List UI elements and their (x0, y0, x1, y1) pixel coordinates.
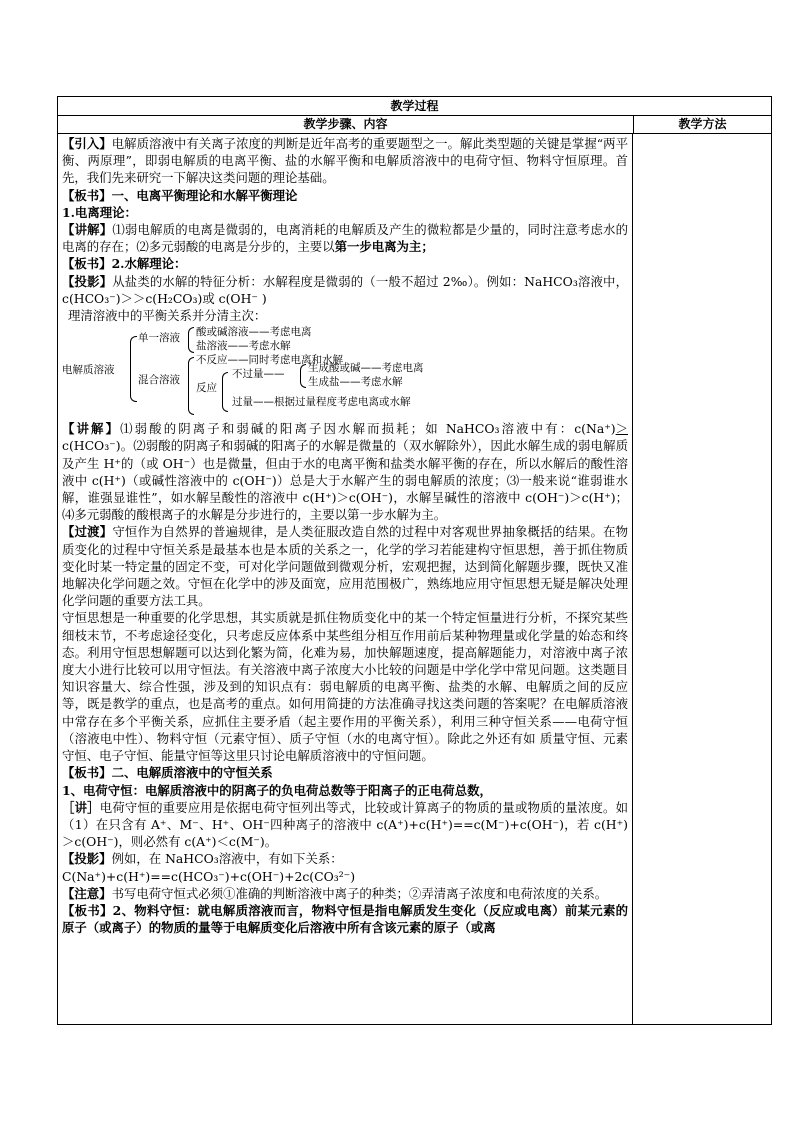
diagram-mixed: 混合溶液 (138, 374, 180, 387)
text: 2.水解理论： (111, 256, 187, 272)
heading-charge-conservation: 1、电荷守恒：电解质溶液中的阴离子的负电荷总数等于阳离子的正电荷总数， (62, 782, 492, 798)
paragraph-board-2 (62, 255, 628, 272)
text: 二、电解质溶液中的守恒关系 (111, 765, 273, 781)
method-column (633, 133, 771, 1024)
bold-text: 第一步电离为主； (334, 239, 434, 255)
text: 例如，在 NaHCO₃溶液中，有如下关系： (111, 851, 343, 867)
tag: 【板书】 (62, 187, 112, 203)
brace-react (222, 372, 228, 412)
tag: ［讲］ (62, 799, 100, 815)
brace-single (188, 327, 194, 353)
diagram-single-a: 酸或碱溶液——考虑电离 (196, 326, 312, 339)
paragraph-board-1 (62, 187, 628, 204)
tag: 【注意】 (62, 885, 112, 901)
diagram-root: 电解质溶液 (62, 364, 115, 377)
text: 电荷守恒的重要应用是依据电荷守恒列出等式，比较或计算离子的物质的量或物质的量浓度。如（1）在只含有 A⁺、M⁻、H⁺、OH⁻四种离子的溶液中 c(A⁺)+c(H⁺)==c(M⁻)+c(OH⁻)，若 c(H⁺)＞c(OH⁻)，则必然有 c(A⁺)＜c(M⁻)。 (62, 799, 629, 850)
text: 书写电荷守恒式必须①准确的判断溶液中离子的种类；②弄清离子浓度和电荷浓度的关系。 (111, 885, 608, 901)
paragraph-conservation: 守恒思想是一种重要的化学思想，其实质就是抓住物质变化中的某一个特定恒量进行分析，不探究某些细枝末节，不考虑途径变化，只考虑反应体系中某些组分相互作用前后某种物理量或化学量的始态和终态。利用守恒思想解题可以达到化繁为简，化难为易，加快解题速度，提高解题能力，对溶液中离子浓度大小进行比较可以用守恒法。有关溶液中离子浓度大小比较的问题是中学化学中常见问题。这类题目知识容量大、综合性强，涉及到的知识点有：弱电解质的电离平衡、盐类的水解、电解质之间的反应等，既是教学的重点，也是高考的重点。如何用简捷的方法准确寻找这类问题的答案呢？在电解质溶液中常存在多个平衡关系，应抓住主要矛盾（起主要作用的平衡关系），利用三种守恒关系——电荷守恒（溶液电中性）、物料守恒（元素守恒）、质子守恒（水的电离守恒）。除此之外还有如 质量守恒、元素守恒、电子守恒、能量守恒等这里只讨论电解质溶液中的守恒问题。 (62, 610, 628, 764)
brace-mixed (188, 357, 194, 415)
diagram-excess: 过量——根据过量程度考虑电离或水解 (232, 396, 411, 409)
diagram-mixed-a: 不反应——同时考虑电离和水解 (196, 354, 343, 367)
text: 从盐类的水解的特征分析：水解程度是微弱的（一般不超过 2‰）。例如：NaHCO₃溶液中，c(HCO₃⁻)＞＞c(H₂CO₃)或 c(OH⁻ ) (62, 273, 628, 306)
brace-not-excess (300, 364, 306, 388)
tag: 【板书】 (62, 902, 113, 918)
paragraph-transition (62, 523, 628, 609)
paragraph-explain-1 (62, 221, 628, 255)
tag: 【引入】 (62, 136, 112, 151)
paragraph-balance: 理清溶液中的平衡关系并分清主次： (68, 308, 267, 324)
table-header-row (58, 116, 771, 134)
teaching-process-table (57, 96, 772, 1025)
text: c(HCO₃⁻)。⑵弱酸的阴离子和弱碱的阳离子的水解是微量的（双水解除外），因此水解生成的弱电解质及产生 H⁺的（或 OH⁻）也是微量，但由于水的电离平衡和盐类水解平衡的存在，所以水解后的酸性溶液中 c(H⁺)（或碱性溶液中的 c(OH⁻)）总是大于水解产生的弱电解质的浓度；⑶一般来说“谁弱谁水解，谁强显谁性”，如水解呈酸性的溶液中 c(H⁺)＞c(OH⁻)，水解呈碱性的溶液中 c(OH⁻)＞c(H⁺)；⑷多元弱酸的酸根离子的水解是分步进行的，主要以第一步水解为主。 (62, 438, 628, 523)
paragraph-intro (62, 135, 628, 187)
tag: 【板书】 (62, 765, 112, 781)
header-method: 教学方法 (678, 117, 727, 131)
heading-ionization: 1.电离理论： (62, 204, 137, 220)
relation-sign: ＞ (615, 421, 628, 437)
header-steps: 教学步骤、内容 (58, 116, 634, 133)
text: ⑴弱电解质的电离是微弱的，电离消耗的电解质及产生的微粒都是少量的，同时注意考虑水的电离的存在；⑵多元弱酸的电离是分步的，主要以 (62, 222, 628, 255)
text: 一、电离平衡理论和水解平衡理论 (111, 187, 298, 203)
text: 电解质溶液中有关离子浓度的判断是近年高考的重要题型之一。解此类型题的关键是掌握“两平衡、两原理”，即弱电解质的电离平衡、盐的水解平衡和电解质溶液中的电荷守恒、物料守恒原理。首先，我们先来研究一下解决这类问题的理论基础。 (62, 136, 628, 186)
tag: 【过渡】 (62, 524, 113, 540)
paragraph-explain-2 (62, 420, 628, 523)
classification-diagram (62, 324, 628, 420)
brace-root (130, 336, 137, 402)
tag: 【板书】 (62, 256, 112, 272)
diagram-single-b: 盐溶液——考虑水解 (196, 340, 291, 353)
paragraph-note (62, 885, 628, 902)
text: 守恒作为自然界的普遍规律，是人类征服改造自然的过程中对客观世界抽象概括的结果。在物质变化的过程中守恒关系是最基本也是本质的关系之一，化学的学习若能建构守恒思想，善于抓住物质变化时某一特定量的固定不变，可对化学问题做到微观分析，宏观把握，达到简化解题步骤，既快又准地解决化学问题之效。守恒在化学中的涉及面宽，应用范围极广，熟练地应用守恒思想无疑是解决处理化学问题的重要方法工具。 (62, 524, 628, 609)
table-title: 教学过程 (58, 97, 771, 116)
steps-content (58, 133, 633, 1024)
tag: 【讲解】 (62, 222, 113, 238)
diagram-react: 反应 (196, 382, 217, 395)
tag: 【投影】 (62, 273, 113, 289)
diagram-gen-acid: 生成酸或碱——考虑电离 (308, 362, 424, 375)
text: 2、物料守恒：就电解质溶液而言，物料守恒是指电解质发生变化（反应或电离）前某元素的原子（或离子）的物质的量等于电解质变化后溶液中所有含该元素的原子（或离 (62, 902, 628, 936)
paragraph-projection-2 (62, 850, 628, 867)
text: ⑴弱酸的阴离子和弱碱的阳离子因水解而损耗；如 NaHCO₃溶液中有：c(Na⁺) (120, 421, 616, 437)
paragraph-projection-1 (62, 273, 628, 307)
equation-charge-balance: C(Na⁺)+c(H⁺)==c(HCO₃⁻)+c(OH⁻)+2c(CO₃²⁻) (62, 868, 356, 884)
paragraph-board-3 (62, 764, 628, 781)
diagram-not-excess: 不过量—— (232, 368, 285, 381)
table-body-row (58, 133, 771, 1024)
tag: 【投影】 (62, 851, 112, 867)
tag: 【讲解】 (62, 421, 121, 437)
diagram-single: 单一溶液 (138, 332, 180, 345)
paragraph-lecture (62, 799, 628, 851)
diagram-gen-salt: 生成盐——考虑水解 (308, 376, 403, 389)
paragraph-board-4 (62, 902, 628, 936)
